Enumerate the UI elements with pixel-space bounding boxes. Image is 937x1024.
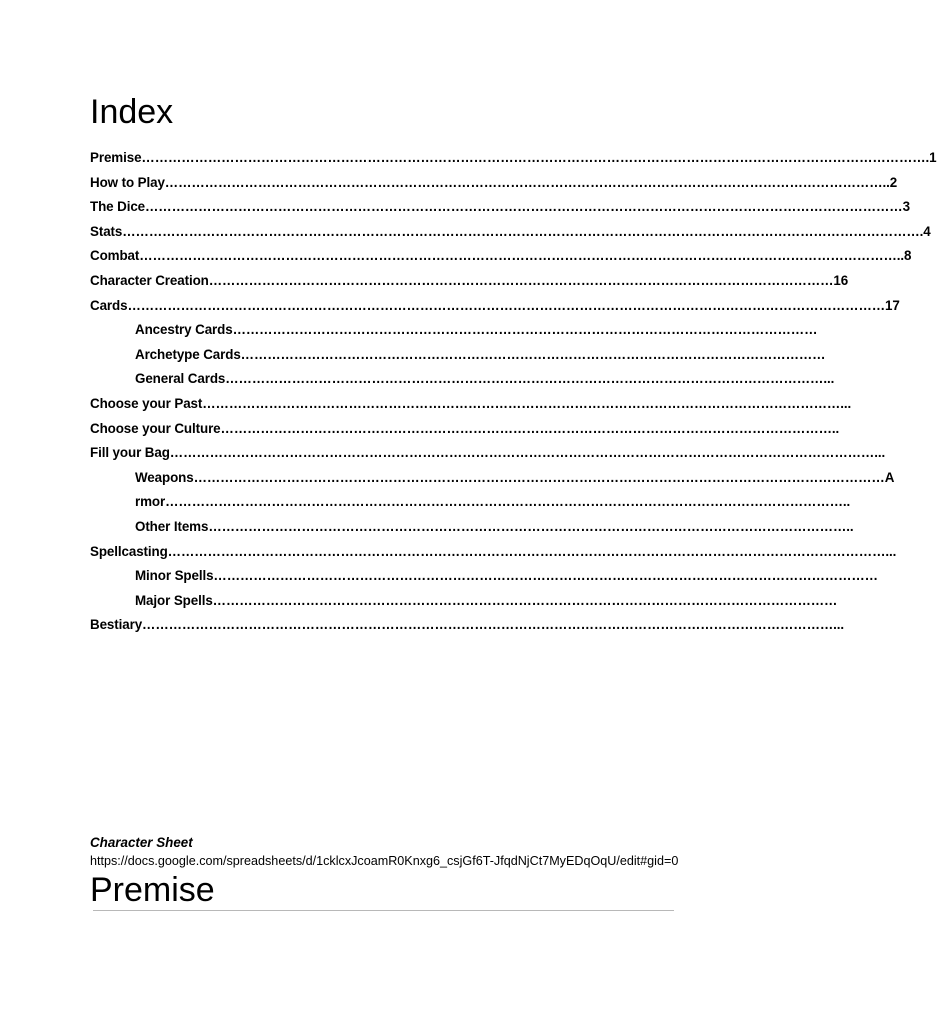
toc-entry[interactable]: How to Play………………………………………………………………………………………………………………………………………………..2 bbox=[90, 174, 898, 190]
toc-entry[interactable]: Bestiary…………………………………………………………………………………………………………………………………………... bbox=[90, 617, 845, 633]
toc-entry[interactable]: Cards………………………………………………………………………………………………………………………………………………………17 bbox=[90, 297, 900, 313]
toc-entry[interactable]: Spellcasting………………………………………………………………………………………………………………………………………………... bbox=[90, 543, 897, 559]
index-heading: Index bbox=[90, 93, 174, 131]
toc-entry[interactable]: Character Creation……………………………………………………………………………………………………………………………16 bbox=[90, 272, 849, 288]
toc-subentry[interactable]: Weapons…………………………………………………………………………………………………………………………………………A bbox=[135, 469, 895, 485]
toc-entry[interactable]: Premise…………………………………………………………………………………………………………………………………………………………….1 bbox=[90, 150, 937, 165]
toc-subentry[interactable]: rmor……………………………………………………………………………………………………………………………………….. bbox=[135, 494, 851, 510]
toc-subentry[interactable]: Ancestry Cards…………………………………………………………………………………………………………………… bbox=[135, 322, 818, 338]
toc-subentry[interactable]: Archetype Cards…………………………………………………………………………………………………………………… bbox=[135, 346, 826, 362]
toc-entry[interactable]: Choose your Culture………………………………………………………………………………………………………………………….. bbox=[90, 420, 840, 436]
toc-subentry[interactable]: General Cards………………………………………………………………………………………………………………………... bbox=[135, 371, 835, 387]
table-of-contents bbox=[90, 146, 937, 638]
heading-divider bbox=[93, 910, 674, 911]
toc-entry[interactable]: The Dice………………………………………………………………………………………………………………………………………………………3 bbox=[90, 199, 910, 215]
character-sheet-label: Character Sheet bbox=[90, 835, 193, 850]
character-sheet-link[interactable]: https://docs.google.com/spreadsheets/d/1cklcxJcoamR0Knxg6_csjGf6T-JfqdNjCt7MyEDqOqU/edit#gid=0 bbox=[90, 854, 679, 868]
toc-entry[interactable]: Combat………………………………………………………………………………………………………………………………………………………..8 bbox=[90, 248, 912, 264]
premise-heading: Premise bbox=[90, 871, 215, 909]
toc-subentry[interactable]: Other Items……………………………………………………………………………………………………………………………….. bbox=[135, 518, 854, 534]
toc-subentry[interactable]: Major Spells…………………………………………………………………………………………………………………………… bbox=[135, 592, 838, 608]
toc-entry[interactable]: Fill your Bag……………………………………………………………………………………………………………………………………………... bbox=[90, 445, 886, 461]
toc-subentry[interactable]: Minor Spells…………………………………………………………………………………………………………………………………… bbox=[135, 568, 878, 584]
toc-entry[interactable]: Choose your Past………………………………………………………………………………………………………………………………... bbox=[90, 395, 852, 411]
toc-entry[interactable]: Stats……………………………………………………………………………………………………………………………………………………………….4 bbox=[90, 223, 931, 239]
